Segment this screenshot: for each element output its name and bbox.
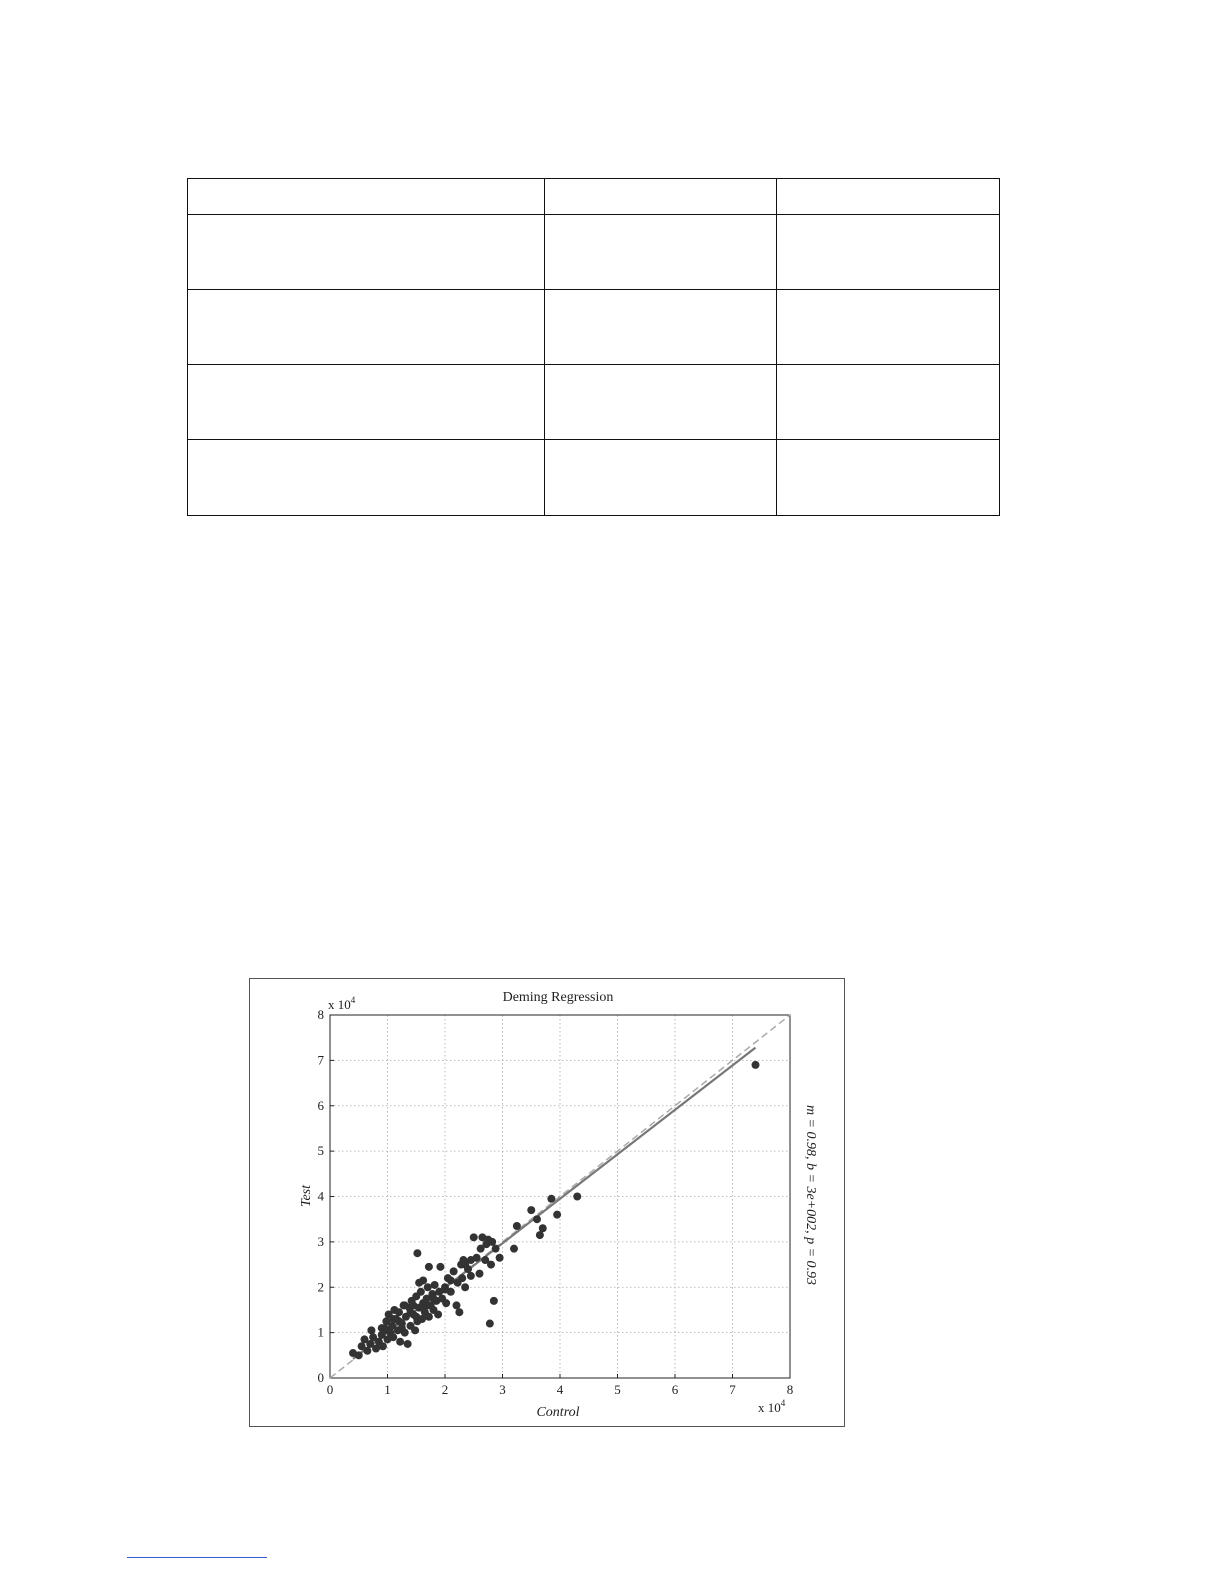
data-point <box>398 1324 406 1332</box>
data-point <box>419 1276 427 1284</box>
table-cell <box>777 290 1000 365</box>
data-point <box>401 1301 409 1309</box>
data-point <box>486 1320 494 1328</box>
data-point <box>752 1061 760 1069</box>
table-cell <box>188 179 545 215</box>
x-tick-label: 3 <box>499 1382 506 1397</box>
y-tick-label: 5 <box>317 1143 324 1159</box>
data-point <box>367 1326 375 1334</box>
data-point <box>492 1245 500 1253</box>
x-tick-label: 0 <box>326 1382 334 1397</box>
y-axis-label: Test <box>299 1184 314 1208</box>
table-row <box>188 290 1000 365</box>
data-point <box>417 1288 425 1296</box>
data-point <box>467 1272 475 1280</box>
data-point <box>539 1224 547 1232</box>
y-tick-label: 7 <box>317 1052 324 1068</box>
data-point <box>536 1231 544 1239</box>
data-point <box>476 1270 484 1278</box>
empty-table <box>187 178 1000 516</box>
figure-frame <box>249 978 845 1427</box>
data-point <box>533 1215 541 1223</box>
data-point <box>396 1338 404 1346</box>
y-tick-label: 6 <box>317 1097 324 1113</box>
table-row <box>188 215 1000 290</box>
x-exponent-label <box>758 1398 786 1415</box>
data-point <box>450 1267 458 1275</box>
data-point <box>513 1222 521 1230</box>
data-point <box>355 1351 363 1359</box>
data-point <box>455 1308 463 1316</box>
y-tick-label: 4 <box>317 1188 324 1204</box>
data-point <box>411 1326 419 1334</box>
y-exponent-power: 4 <box>350 995 356 1005</box>
data-point <box>395 1308 403 1316</box>
data-point <box>436 1263 444 1271</box>
data-point <box>467 1256 475 1264</box>
x-tick-label: 6 <box>671 1382 679 1397</box>
y-tick-label: 8 <box>317 1007 324 1022</box>
data-point <box>447 1276 455 1284</box>
data-point <box>363 1347 371 1355</box>
data-point <box>430 1295 438 1303</box>
footnote-rule <box>127 1557 267 1558</box>
data-point <box>431 1281 439 1289</box>
table-cell <box>545 290 777 365</box>
data-point <box>372 1345 380 1353</box>
table-cell <box>777 440 1000 516</box>
y-tick-label: 3 <box>317 1233 324 1249</box>
y-exponent-base: x 10 <box>328 997 351 1012</box>
data-point <box>496 1254 504 1262</box>
data-point <box>441 1286 449 1294</box>
table-cell <box>777 365 1000 440</box>
y-tick-label: 1 <box>317 1324 324 1340</box>
data-point <box>453 1301 461 1309</box>
data-point <box>389 1315 397 1323</box>
deming-regression-chart <box>250 979 846 1428</box>
table-cell <box>545 440 777 516</box>
data-point <box>461 1283 469 1291</box>
data-point <box>424 1283 432 1291</box>
table-cell <box>188 365 545 440</box>
data-point <box>379 1342 387 1350</box>
data-point <box>425 1313 433 1321</box>
data-point <box>425 1263 433 1271</box>
y-tick-label: 2 <box>317 1279 324 1295</box>
table-row <box>188 440 1000 516</box>
table-cell <box>545 179 777 215</box>
data-point <box>413 1249 421 1257</box>
x-exponent-base: x 10 <box>758 1400 781 1415</box>
table-cell <box>777 215 1000 290</box>
y-exponent-label <box>328 995 356 1012</box>
table-cell <box>545 215 777 290</box>
data-point <box>378 1324 386 1332</box>
x-tick-label: 7 <box>729 1382 736 1397</box>
x-tick-label: 5 <box>614 1382 621 1397</box>
x-tick-label: 8 <box>786 1382 794 1397</box>
data-point <box>409 1301 417 1309</box>
table-cell <box>545 365 777 440</box>
x-tick-label: 2 <box>441 1382 449 1397</box>
data-point <box>510 1245 518 1253</box>
data-point <box>527 1206 535 1214</box>
table-cell <box>188 440 545 516</box>
regression-annotation: m = 0.98, b = 3e+002, p = 0.93 <box>803 1104 818 1286</box>
data-point <box>573 1193 581 1201</box>
x-tick-label: 1 <box>384 1382 391 1397</box>
table-cell <box>188 215 545 290</box>
data-point <box>488 1238 496 1246</box>
data-point <box>553 1211 561 1219</box>
data-point <box>490 1297 498 1305</box>
data-point <box>458 1274 466 1282</box>
x-exponent-power: 4 <box>780 1398 786 1408</box>
x-axis-label: Control <box>536 1405 580 1420</box>
data-point <box>487 1261 495 1269</box>
data-point <box>389 1333 397 1341</box>
data-point <box>404 1340 412 1348</box>
table-cell <box>777 179 1000 215</box>
data-point <box>547 1195 555 1203</box>
data-point <box>470 1233 478 1241</box>
data-point <box>424 1301 432 1309</box>
x-tick-label: 4 <box>556 1382 564 1397</box>
table-row <box>188 365 1000 440</box>
data-point <box>412 1313 420 1321</box>
data-point <box>442 1299 450 1307</box>
table-row <box>188 179 1000 215</box>
table-cell <box>188 290 545 365</box>
chart-title: Deming Regression <box>502 990 614 1005</box>
y-tick-label: 0 <box>317 1370 324 1385</box>
data-point <box>434 1310 442 1318</box>
